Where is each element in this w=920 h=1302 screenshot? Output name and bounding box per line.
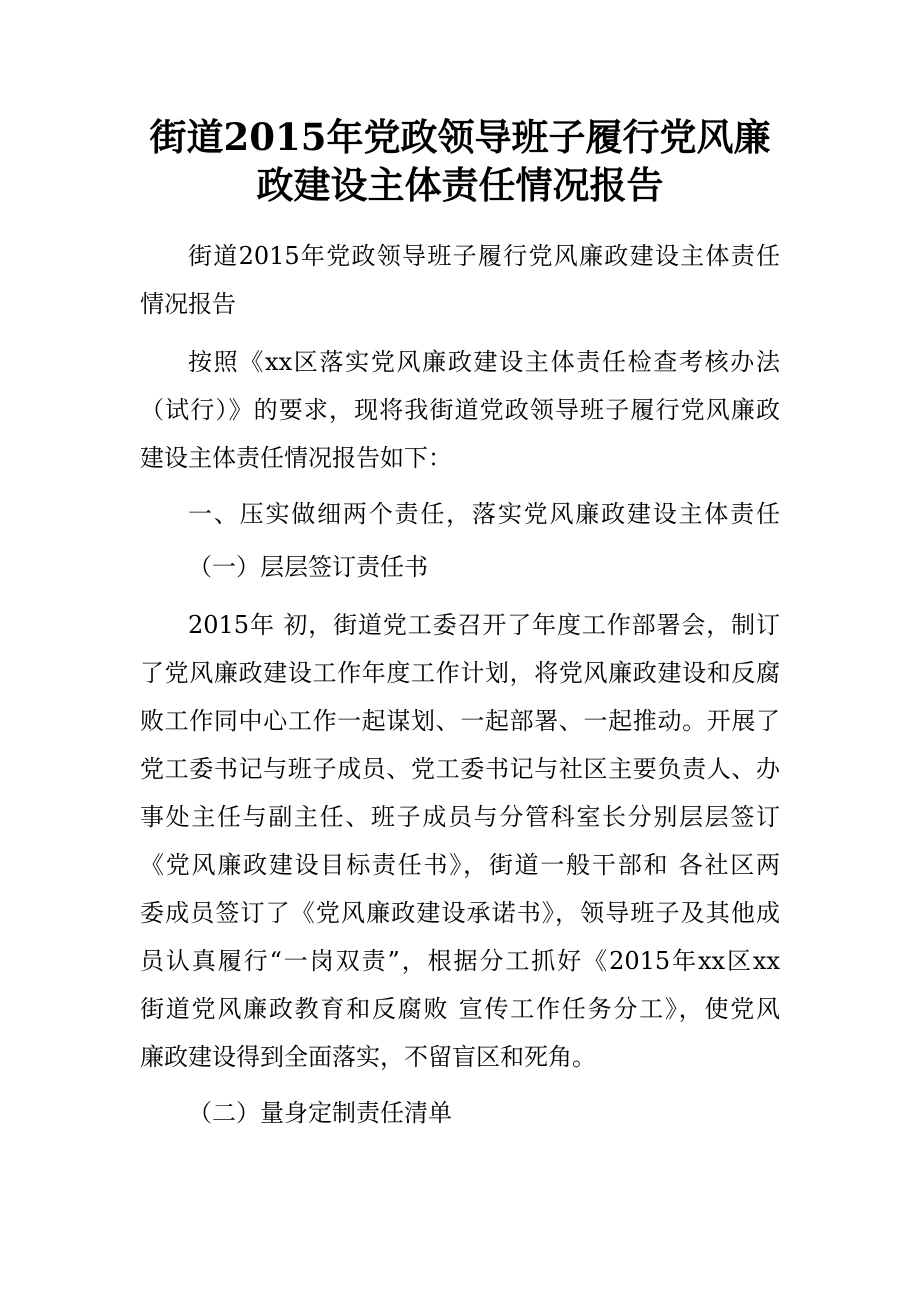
paragraph-line: 廉政建设得到全面落实，不留盲区和死角。 <box>140 1043 596 1071</box>
paragraph-line: 事处主任与副主任、班子成员与分管科室长分别层层签订 <box>140 803 780 831</box>
document-title-line-1: 街道2015年党政领导班子履行党风廉 <box>149 115 771 159</box>
subsection-heading: （二）量身定制责任清单 <box>188 1099 452 1127</box>
paragraph-line: 委成员签订了《党风廉政建设承诺书》，领导班子及其他成 <box>140 899 780 927</box>
paragraph-line: 《党风廉政建设目标责任书》，街道一般干部和 各社区两 <box>140 851 780 879</box>
paragraph-line: 情况报告 <box>140 290 236 318</box>
section-heading: 一、压实做细两个责任，落实党风廉政建设主体责任 <box>188 500 780 528</box>
paragraph-line: 建设主体责任情况报告如下： <box>140 444 452 472</box>
paragraph-line: 党工委书记与班子成员、党工委书记与社区主要负责人、办 <box>140 755 780 783</box>
paragraph-line: 了党风廉政建设工作年度工作计划，将党风廉政建设和反腐 <box>140 659 780 687</box>
paragraph-line: （试行）》的要求，现将我街道党政领导班子履行党风廉政 <box>140 396 780 424</box>
paragraph-line: 街道2015年党政领导班子履行党风廉政建设主体责任 <box>188 242 780 270</box>
paragraph-line: 街道党风廉政教育和反腐败 宣传工作任务分工》，使党风 <box>140 995 780 1023</box>
paragraph-line: 2015年 初，街道党工委召开了年度工作部署会，制订 <box>188 611 780 639</box>
paragraph-line: 败工作同中心工作一起谋划、一起部署、一起推动。开展了 <box>140 707 780 735</box>
subsection-heading: （一）层层签订责任书 <box>188 553 428 581</box>
paragraph-line: 按照《xx区落实党风廉政建设主体责任检查考核办法 <box>188 348 780 376</box>
document-title-line-2: 政建设主体责任情况报告 <box>256 163 664 207</box>
paragraph-line: 员认真履行“一岗双责”，根据分工抓好《2015年xx区xx <box>140 947 780 975</box>
